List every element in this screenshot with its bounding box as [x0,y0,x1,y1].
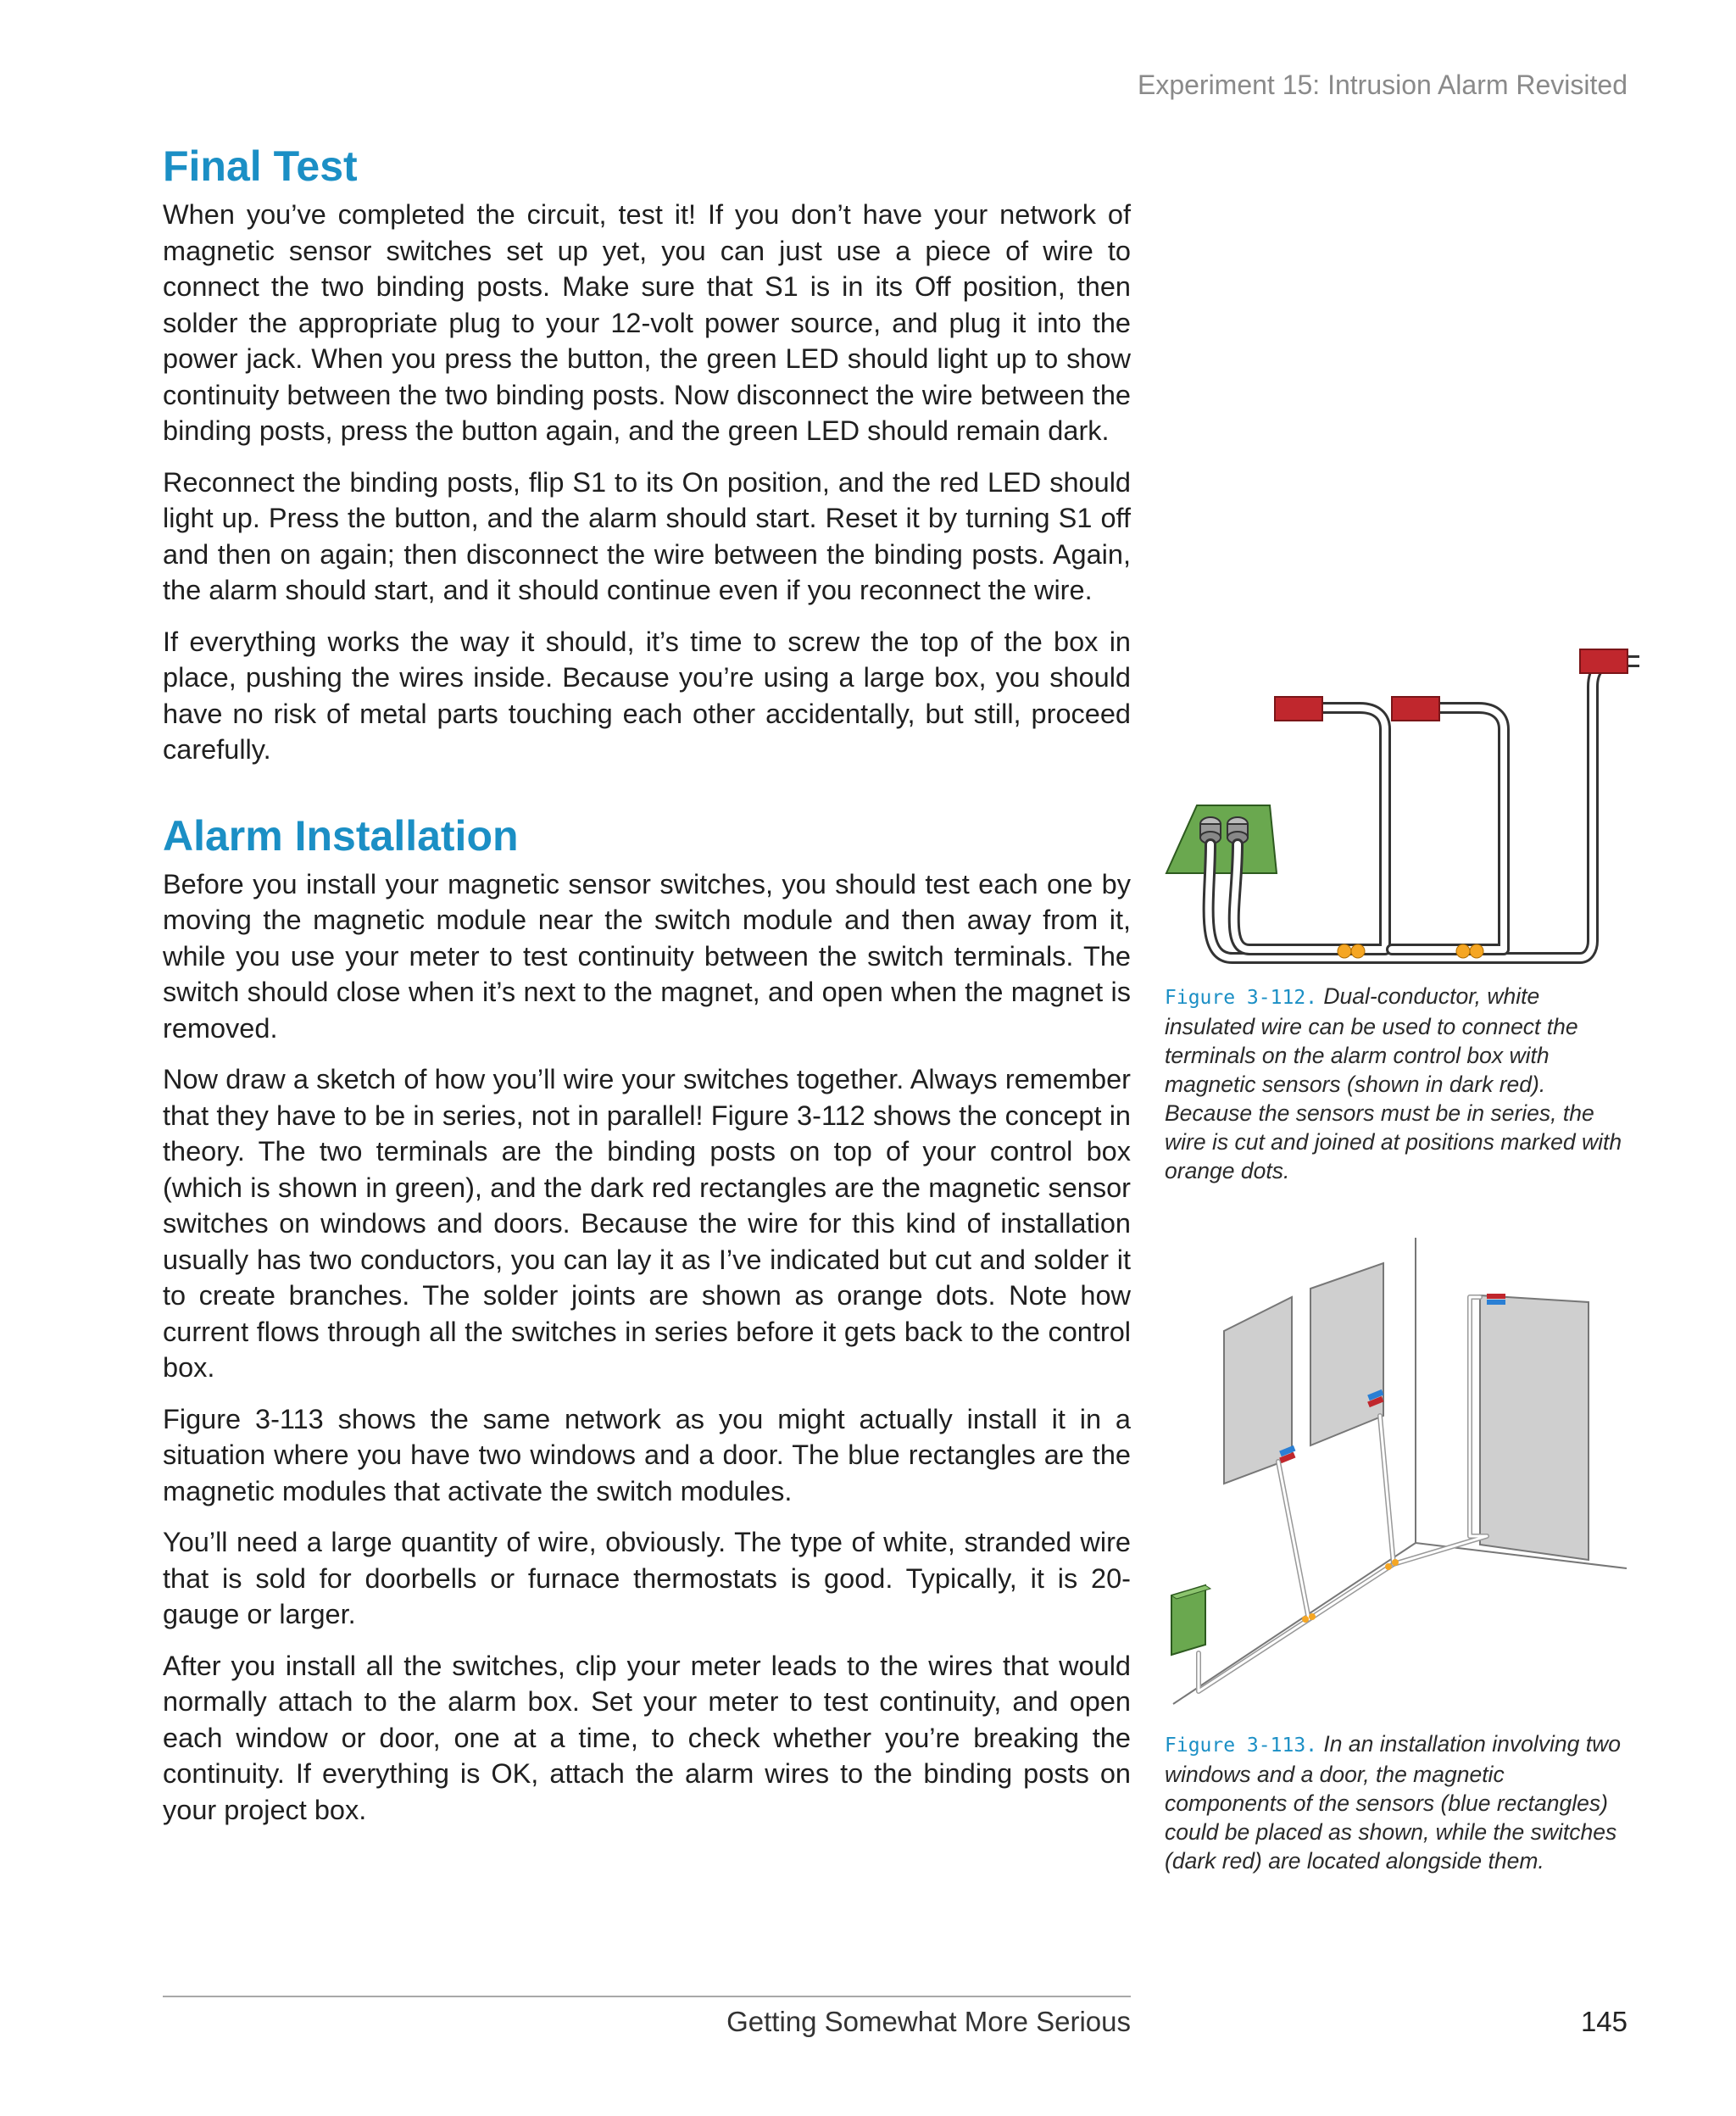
paragraph: You’ll need a large quantity of wire, obviously. The type of white, stranded wire that is sold for doorbells or furnace thermostats is good. Typically, it is 20-gauge or larger. [163,1527,1131,1629]
figure-3-112-wiring-diagram [1165,644,1639,966]
paragraph: After you install all the switches, clip your meter leads to the wires that would normally attach to the alarm box. Set your meter to test continuity, and open each window or door, one at a time, to check whether you’re breaking the continuity. If everything is OK, attach the alarm wires to the binding posts on your project box. [163,1650,1131,1825]
control-box [1166,805,1277,873]
figure-3-113-caption [1165,1729,1628,1875]
sensor-switch-1 [1275,697,1322,721]
figure-label: Figure 3-112. [1165,987,1318,1009]
page-number: 145 [1580,2006,1628,2037]
door [1480,1295,1589,1560]
footer-title: Getting Somewhat More Serious [726,2006,1131,2037]
paragraph: If everything works the way it should, it’s time to screw the top of the box in place, pushing the wires inside. Because you’re using a large box, you should have no risk of metal parts touching each other accidentally, but still, proceed carefully. [163,626,1131,765]
paragraph: Reconnect the binding posts, flip S1 to its On position, and the red LED should light up. Press the button, and the alarm should start. Reset it by turning S1 off and then on again; then disconnect the wire between the binding posts. Again, the alarm should start, and it should continue even if you reconnect the wire. [163,466,1131,605]
control-box [1171,1585,1210,1655]
paragraph: Figure 3-113 shows the same network as you might actually install it in a situation where you have two windows and a door. The blue rectangles are the magnetic modules that activate the switch modules. [163,1403,1131,1506]
figure-3-113-installation-diagram [1165,1229,1639,1712]
sensor-switch-3 [1580,649,1628,673]
main-column [163,136,1131,1843]
figure-3-112-caption [1165,982,1628,1185]
sensor-switch-2 [1392,697,1439,721]
window-2 [1310,1263,1383,1445]
footer-rule [163,1996,1131,1997]
paragraph: When you’ve completed the circuit, test it! If you don’t have your network of magnetic sensor switches set up yet, you can just use a piece of wire to connect the two binding posts. Make sure that S1 is in its Off position, then solder the appropriate plug to your 12-volt power source, and plug it into the power jack. When you press the button, the green LED should light up to show continuity between the two binding posts. Now disconnect the wire between the binding posts, press the button again, and the green LED should remain dark. [163,199,1131,446]
caption-text: Dual-conductor, white insulated wire can be used to connect the terminals on the alarm control box with magnetic sensors (shown in dark red). Because the sensors must be in series, the wire is cut and joined at positions marked with orange dots. [1165,983,1622,1183]
running-head: Experiment 15: Intrusion Alarm Revisited [1137,70,1628,100]
paragraph: Now draw a sketch of how you’ll wire your switches together. Always remember that they have to be in series, not in parallel! Figure 3-112 shows the concept in theory. The two terminals are the binding posts on top of your control box (which is shown in green), and the dark red rectangles are the magnetic sensor switches on windows and doors. Because the wire for this kind of installation usually has two conductors, you can lay it as I’ve indicated but cut and solder it to create branches. The solder joints are shown as orange dots. Note how current flows through all the switches in series before it gets back to the control box. [163,1064,1131,1383]
heading-alarm-installation: Alarm Installation [163,811,519,860]
heading-final-test: Final Test [163,142,358,190]
paragraph: Before you install your magnetic sensor switches, you should test each one by moving the magnetic module near the switch module and then away from it, while you use your meter to test continuity between the switch terminals. The switch should close when it’s next to the magnet, and open when the magnet is removed. [163,868,1131,1044]
caption-text: In an installation involving two windows and a door, the magnetic components of the sensors (blue rectangles) could be placed as shown, while the switches (dark red) are located alongside them. [1165,1731,1621,1874]
figure-label: Figure 3-113. [1165,1735,1318,1757]
